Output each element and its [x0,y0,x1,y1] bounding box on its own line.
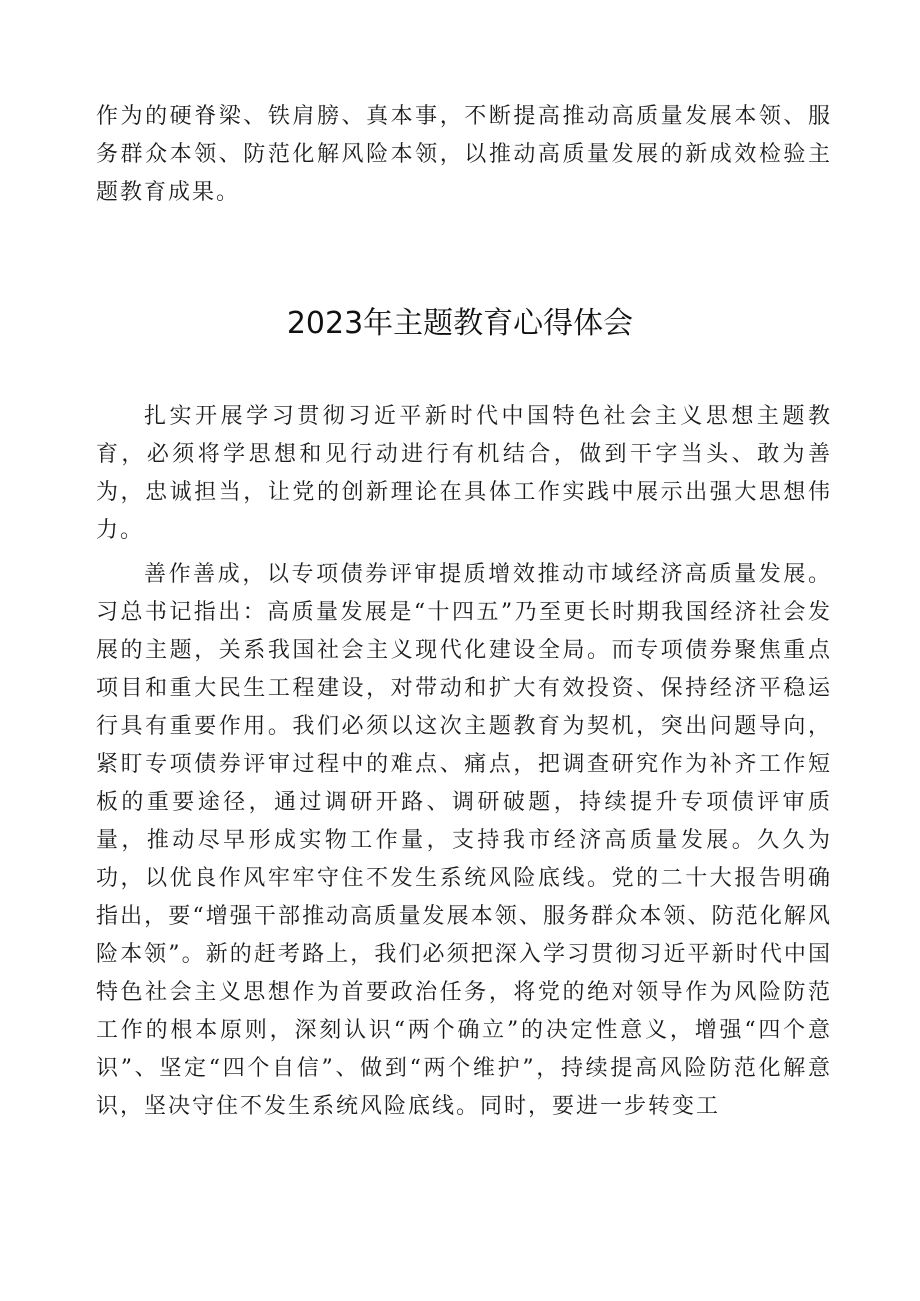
document-body [96,398,832,1132]
continuation-paragraph: 作为的硬脊梁、铁肩膀、真本事，不断提高推动高质量发展本领、服务群众本领、防范化解风险本领，以推动高质量发展的新成效检验主题教育成果。 [96,104,832,205]
body-paragraph: 善作善成，以专项债券评审提质增效推动市域经济高质量发展。习总书记指出：高质量发展是“十四五”乃至更长时期我国经济社会发展的主题，关系我国社会主义现代化建设全局。而专项债券聚焦重点项目和重大民生工程建设，对带动和扩大有效投资、保持经济平稳运行具有重要作用。我们必须以这次主题教育为契机，突出问题导向，紧盯专项债券评审过程中的难点、痛点，把调查研究作为补齐工作短板的重要途径，通过调研开路、调研破题，持续提升专项债评审质量，推动尽早形成实物工作量，支持我市经济高质量发展。久久为功，以优良作风牢牢守住不发生系统风险底线。党的二十大报告明确指出，要“增强干部推动高质量发展本领、服务群众本领、防范化解风险本领”。新的赶考路上，我们必须把深入学习贯彻习近平新时代中国特色社会主义思想作为首要政治任务，将党的绝对领导作为风险防范工作的根本原则，深刻认识“两个确立”的决定性意义，增强“四个意识”、坚定“四个自信”、做到“两个维护”，持续提高风险防范化解意识，坚决守住不发生系统风险底线。同时，要进一步转变工 [96,562,832,1119]
body-paragraph: 扎实开展学习贯彻习近平新时代中国特色社会主义思想主题教育，必须将学思想和见行动进行有机结合，做到干字当头、敢为善为，忠诚担当，让党的创新理论在具体工作实践中展示出强大思想伟力。 [96,404,832,543]
document-title: 2023年主题教育心得体会 [286,306,634,341]
